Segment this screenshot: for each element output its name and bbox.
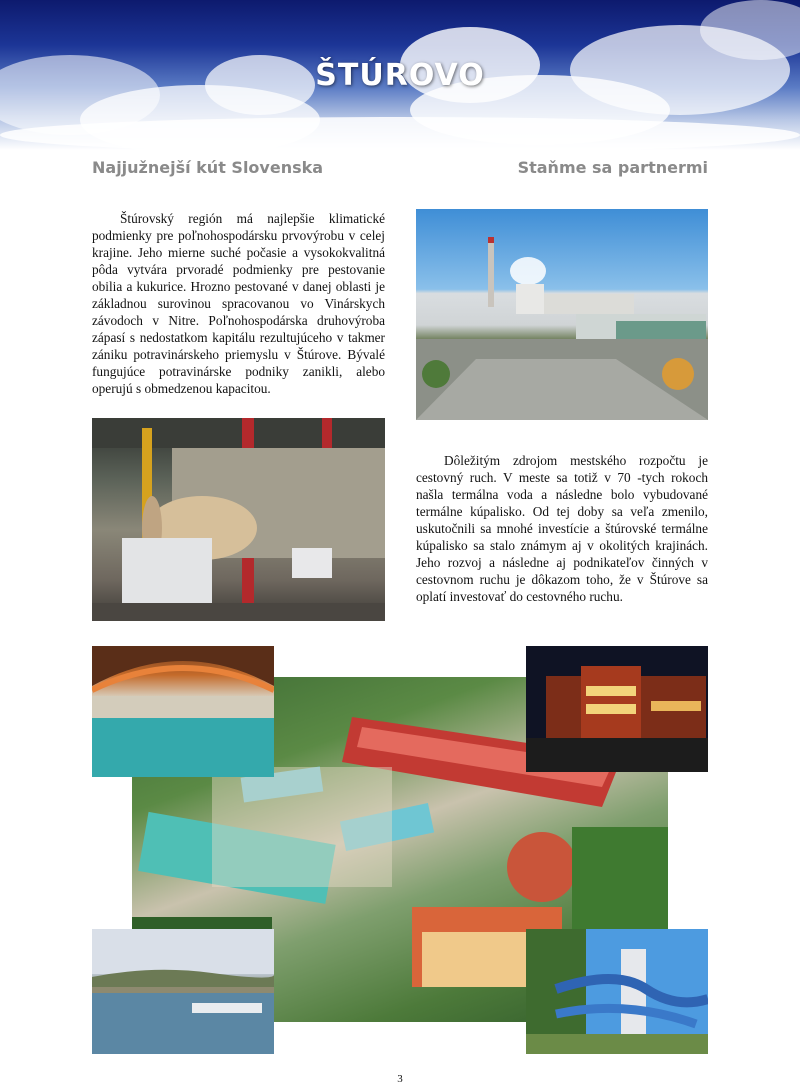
sky-banner [0,0,800,150]
hotel-night-illustration [526,646,708,772]
indoor-pool-photo [92,646,274,777]
factory-illustration [416,209,708,420]
section-heading-south: Najjužnejší kút Slovenska [92,158,324,177]
paper-machine-photo [92,418,385,621]
hotel-night-photo [526,646,708,772]
water-slide-photo [526,929,708,1054]
marina-photo [92,929,274,1054]
agriculture-text [92,210,385,397]
agriculture-paragraph: Štúrovský región má najlepšie klimatické podmienky pre poľnohospodársku prvovýrobu v celej krajine. Jeho mierne suché počasie a vysokokvalitná pôda vytvára prvoradé podmienky pre pestovanie obilia a kukurice. Hrozno pestované v danej oblasti je základnou surovinou spracovanou vo Vinárskych závodoch v Nitre. Poľnohospodárska druhovýroba zápasí s nedostatkom kapitálu rezultujúceho v takmer zániku potravinárskeho priemyslu v Štúrove. Bývalé fungujúce potravinárske podniky zanikli, alebo operujú s obmedzenou kapacitou. [92,211,385,396]
factory-photo [416,209,708,420]
water-slide-illustration [526,929,708,1054]
page-number: 3 [397,1073,403,1085]
marina-illustration [92,929,274,1054]
section-heading-partners: Staňme sa partnermi [517,158,708,177]
indoor-pool-illustration [92,646,274,777]
tourism-text [416,452,708,605]
tourism-paragraph: Dôležitým zdrojom mestského rozpočtu je cestovný ruch. V meste sa totiž v 70 -tych rokoch našla termálna voda a následne bolo vybudované termálne kúpalisko. Od tej doby sa veľa zmenilo, uskutočnili sa mnohé investície a štúrovské termálne kúpalisko sa stalo známym aj v okolitých krajinách. Jeho rozvoj a následne aj podnikateľov činných v cestovnom ruchu je dôkazom toho, že v Štúrove sa oplatí investovať do cestovného ruchu. [416,453,708,604]
paper-machine-illustration [92,418,385,621]
page-title: ŠTÚROVO [315,58,485,93]
